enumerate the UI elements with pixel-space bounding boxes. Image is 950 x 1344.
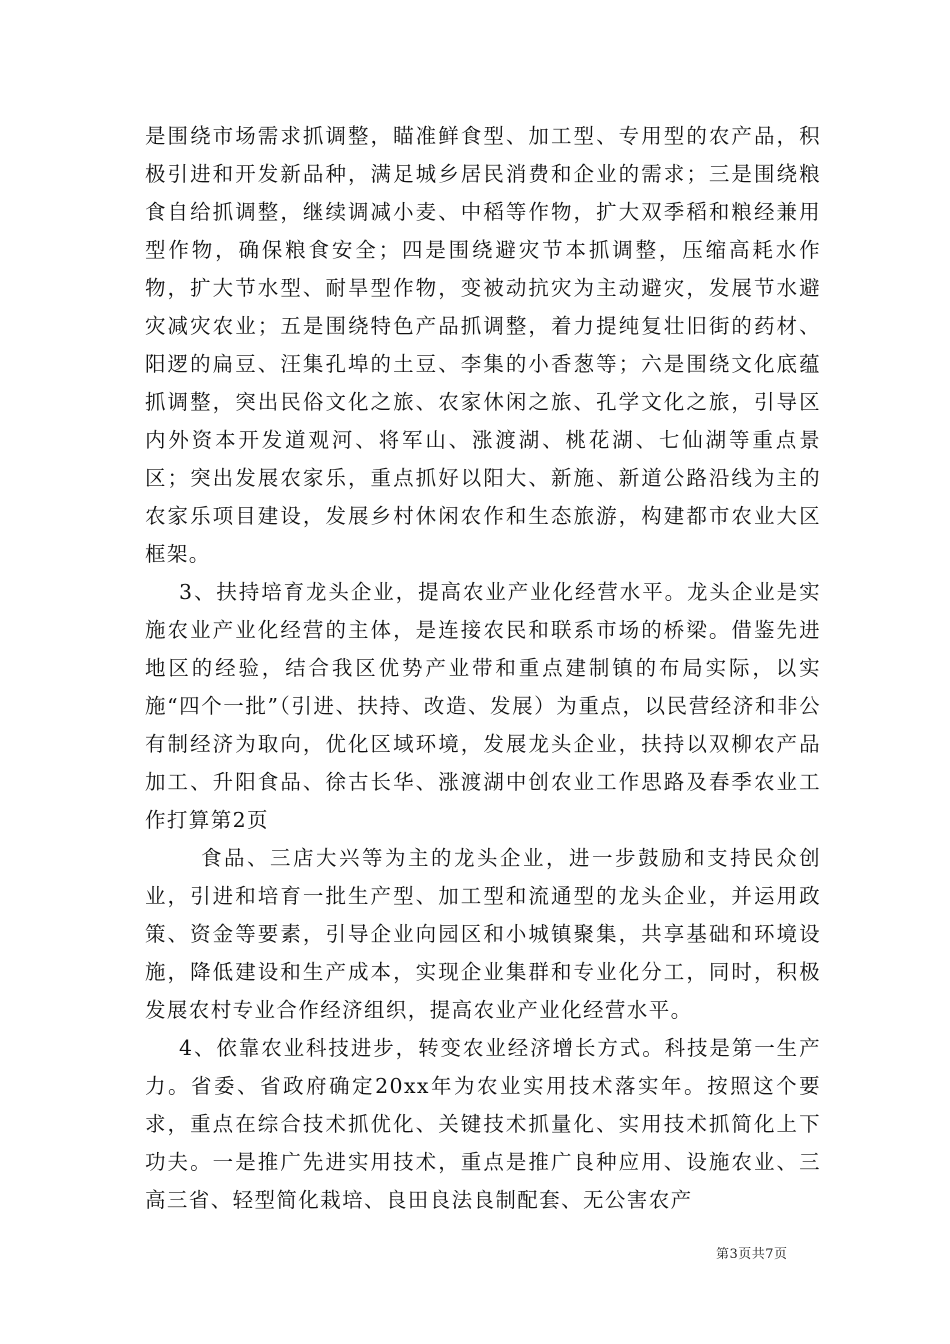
paragraph-item-4: 4、依靠农业科技进步，转变农业经济增长方式。科技是第一生产力。省委、省政府确定20xx年为农业实用技术落实年。按照这个要求，重点在综合技术抓优化、关键技术抓量化、实用技术抓简化上下功夫。一是推广先进实用技术，重点是推广良种应用、设施农业、三高三省、轻型简化栽培、良田良法良制配套、无公害农产: [145, 1036, 821, 1212]
paragraph-continued: 是围绕市场需求抓调整，瞄准鲜食型、加工型、专用型的农产品，积极引进和开发新品种，满足城乡居民消费和企业的需求；三是围绕粮食自给抓调整，继续调减小麦、中稻等作物，扩大双季稻和粮经兼用型作物，确保粮食安全；四是围绕避灾节本抓调整，压缩高耗水作物，扩大节水型、耐旱型作物，变被动抗灾为主动避灾，发展节水避灾减灾农业；五是围绕特色产品抓调整，着力提纯复壮旧街的药材、阳逻的扁豆、汪集孔埠的土豆、李集的小香葱等；六是围绕文化底蕴抓调整，突出民俗文化之旅、农家休闲之旅、孔学文化之旅，引导区内外资本开发道观河、将军山、涨渡湖、桃花湖、七仙湖等重点景区；突出发展农家乐，重点抓好以阳大、新施、新道公路沿线为主的农家乐项目建设，发展乡村休闲农作和生态旅游，构建都市农业大区框架。: [145, 124, 821, 566]
paragraph-item-3-continued: 食品、三店大兴等为主的龙头企业，进一步鼓励和支持民众创业，引进和培育一批生产型、加工型和流通型的龙头企业，并运用政策、资金等要素，引导企业向园区和小城镇聚集，共享基础和环境设施，降低建设和生产成本，实现企业集群和专业化分工，同时，积极发展农村专业合作经济组织，提高农业产业化经营水平。: [145, 846, 821, 1022]
document-body: [145, 117, 821, 1219]
page-number: 第3页共7页: [716, 1247, 788, 1262]
paragraph-item-3: 3、扶持培育龙头企业，提高农业产业化经营水平。龙头企业是实施农业产业化经营的主体，是连接农民和联系市场的桥梁。借鉴先进地区的经验，结合我区优势产业带和重点建制镇的布局实际，以实施“四个一批”（引进、扶持、改造、发展）为重点，以民营经济和非公有制经济为取向，优化区域环境，发展龙头企业，扶持以双柳农产品加工、升阳食品、徐古长华、涨渡湖中创农业工作思路及春季农业工作打算第2页: [145, 580, 821, 832]
